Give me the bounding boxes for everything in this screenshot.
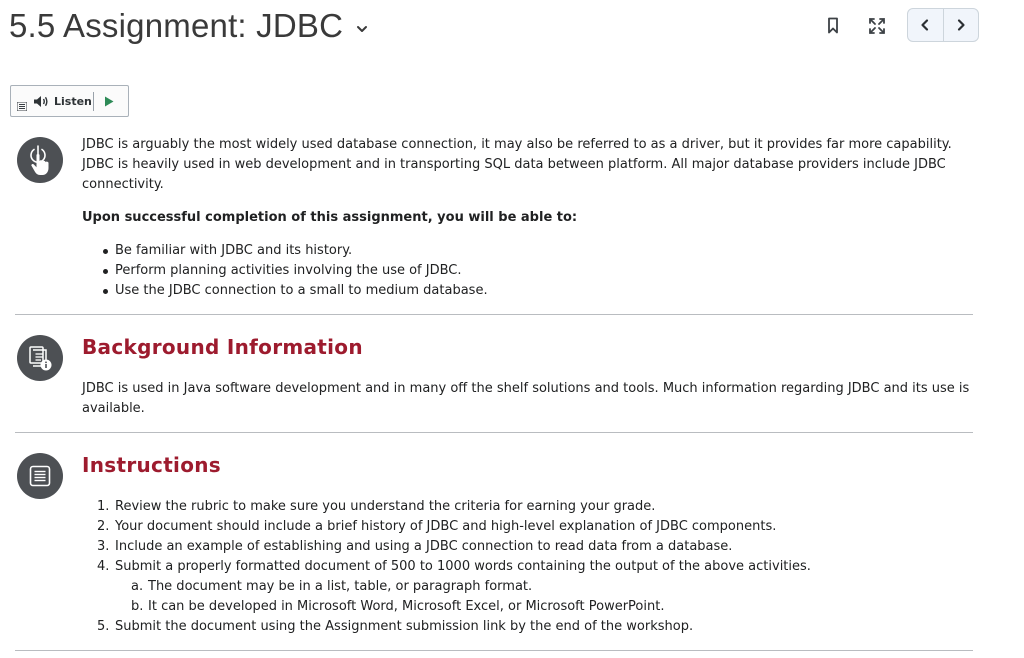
- list-item-text: Submit the document using the Assignment submission link by the end of the workshop.: [115, 619, 694, 634]
- section-divider: [15, 650, 973, 651]
- topic-navigation: [907, 8, 979, 42]
- previous-topic-button[interactable]: [908, 9, 943, 41]
- list-item-text: It can be developed in Microsoft Word, Microsoft Excel, or Microsoft PowerPoint.: [148, 599, 665, 614]
- chevron-right-icon: [955, 18, 967, 32]
- menu-icon[interactable]: [17, 102, 27, 111]
- document-info-icon: [17, 335, 63, 381]
- speaker-icon: [33, 95, 49, 108]
- outcomes-list: [82, 241, 972, 301]
- list-marker: a.: [131, 579, 144, 594]
- page-title: 5.5 Assignment: JDBC: [9, 7, 344, 44]
- instructions-heading: Instructions: [82, 453, 222, 477]
- list-item: [82, 517, 972, 537]
- intro-content: [82, 135, 972, 301]
- instructions-list-continued: [82, 617, 972, 637]
- background-heading: Background Information: [82, 335, 363, 359]
- list-document-icon: [17, 453, 63, 499]
- bookmark-icon[interactable]: [826, 17, 840, 34]
- instructions-list: [82, 497, 972, 577]
- next-topic-button[interactable]: [943, 9, 979, 41]
- list-marker: 3.: [97, 539, 110, 554]
- outcomes-heading: Upon successful completion of this assignment, you will be able to:: [82, 210, 578, 225]
- list-item: [82, 537, 972, 557]
- instructions-content: [82, 497, 972, 637]
- list-item: Use the JDBC connection to a small to medium database.: [82, 281, 972, 301]
- list-item: Perform planning activities involving the use of JDBC.: [82, 261, 972, 281]
- list-marker: 2.: [97, 519, 110, 534]
- touch-power-icon: [17, 137, 63, 183]
- listen-player: [10, 85, 129, 117]
- list-item: [82, 497, 972, 517]
- list-marker: b.: [131, 599, 144, 614]
- list-item-text: Your document should include a brief history of JDBC and high-level explanation of JDBC components.: [115, 519, 777, 534]
- list-item-text: Include an example of establishing and using a JDBC connection to read data from a database.: [115, 539, 733, 554]
- listen-button[interactable]: Listen: [54, 95, 92, 108]
- list-item: [82, 577, 972, 597]
- list-marker: 1.: [97, 499, 110, 514]
- play-icon[interactable]: [104, 96, 114, 107]
- list-marker: 5.: [97, 619, 110, 634]
- list-item: [82, 557, 972, 577]
- list-item: [82, 597, 972, 617]
- fullscreen-icon[interactable]: [868, 17, 886, 35]
- list-item-text: Submit a properly formatted document of 500 to 1000 words containing the output of the above activities.: [115, 559, 811, 574]
- section-divider: [15, 432, 973, 433]
- listen-divider: [93, 92, 94, 111]
- background-paragraph: JDBC is used in Java software development and in many off the shelf solutions and tools. Much information regarding JDBC and its use is available.: [82, 381, 970, 416]
- section-divider: [15, 314, 973, 315]
- title-dropdown[interactable]: [9, 4, 369, 48]
- intro-paragraph: JDBC is arguably the most widely used database connection, it may also be referred to as a driver, but it provides far more capability. JDBC is heavily used in web development and in transporting SQL data between platform. All major database providers include JDBC connectivity.: [82, 137, 952, 192]
- list-marker: 4.: [97, 559, 110, 574]
- chevron-down-icon: [355, 22, 369, 36]
- list-item: Be familiar with JDBC and its history.: [82, 241, 972, 261]
- background-content: [82, 379, 972, 419]
- list-item: [82, 617, 972, 637]
- chevron-left-icon: [919, 18, 931, 32]
- instructions-sub-list: [82, 577, 972, 617]
- list-item-text: The document may be in a list, table, or paragraph format.: [148, 579, 533, 594]
- list-item-text: Review the rubric to make sure you understand the criteria for earning your grade.: [115, 499, 656, 514]
